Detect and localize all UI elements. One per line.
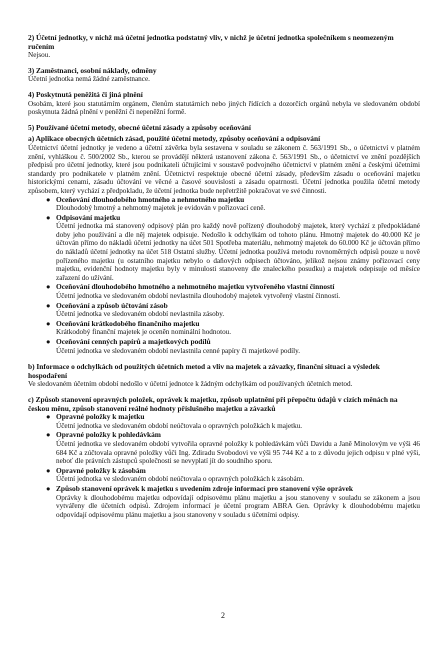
list-item bbox=[46, 430, 420, 466]
section-5c-list bbox=[28, 413, 420, 519]
bullet-icon: ● bbox=[46, 483, 51, 493]
list-item-title: Oceňování krátkodobého finančního majetku bbox=[56, 318, 200, 328]
list-item bbox=[46, 194, 420, 213]
section-5b-text: Ve sledovaném účetním období nedošlo v účetní jednotce k žádným odchylkám od používaných účetních metod. bbox=[28, 380, 353, 389]
list-item bbox=[46, 282, 420, 301]
list-item bbox=[46, 337, 420, 355]
section-5b-heading: b) Informace o odchylkách od použitých účetních metod a vliv na majetek a závazky, finanční situaci a výsledek hospodaření bbox=[28, 362, 380, 380]
list-item-text: Účetní jednotka ve sledovaném období nevlastnila dlouhodobý majetek vytvořený vlastní činností. bbox=[56, 292, 341, 301]
bullet-icon: ● bbox=[46, 412, 51, 422]
list-item bbox=[46, 300, 420, 319]
section-5a-heading: a) Aplikace obecných účetních zásad, použité účetní metody, způsoby oceňování a odpisování bbox=[28, 134, 321, 144]
list-item bbox=[46, 483, 420, 519]
list-item-title: Oceňování dlouhodobého hmotného a nehmotného majetku bbox=[56, 194, 245, 204]
document-page bbox=[28, 34, 420, 520]
list-item-title: Opravné položky k zásobám bbox=[56, 465, 146, 475]
bullet-icon: ● bbox=[46, 318, 51, 328]
bullet-icon: ● bbox=[46, 337, 51, 346]
section-5c-heading: c) Způsob stanovení opravných položek, oprávek k majetku, způsob uplatnění při přepočtu údajů v cizích měnách na českou měnu, způsob stanovení reálné hodnoty příslušného majetku a závazků bbox=[28, 394, 398, 413]
bullet-icon: ● bbox=[46, 430, 51, 440]
page-number: 2 bbox=[221, 611, 225, 620]
list-item-title: Oceňování a způsob účtování zásob bbox=[56, 300, 168, 310]
list-item-text: Dlouhodobý hmotný a nehmotný majetek je evidován v pořizovací ceně. bbox=[56, 204, 266, 213]
list-item-text: Účetní jednotka ve sledovaném období nevlastnila zásoby. bbox=[56, 310, 225, 319]
list-item-title: Opravné položky k majetku bbox=[56, 412, 145, 422]
list-item-text: Účetní jednotka ve sledovaném období vytvořila opravné položky k pohledávkám vůči Davidu a Janě Minolovým ve výši 46 684 Kč a zúčtovala opravné položky vůči Ing. Zdiradu Svobodovi ve výši 95 744 Kč a to z důvodu jejich odpisu v plné výši, neboť dle právních zástupců společnosti se nevyplatí jít do soudního sporu. bbox=[56, 439, 420, 466]
list-item-text: Účetní jednotka ve sledovaném období neúčtovala o opravných položkách k zásobám. bbox=[56, 475, 305, 484]
bullet-icon: ● bbox=[46, 465, 51, 475]
bullet-icon: ● bbox=[46, 282, 51, 292]
list-item-text: Účetní jednotka ve sledovaném období nevlastnila cenné papíry či majetkové podíly. bbox=[56, 346, 301, 355]
list-item-text: Oprávky k dlouhodobému majetku odpovídají odpisovému plánu majetku a jsou stanoveny v souladu se zákonem a jsou vytvářeny dle účetních odpisů. Zdrojem informací je účetní program ABRA Gen. Oprávky k dlouhodobému majetku odpovídají odpisovému plánu majetku a jsou stanoveny v souladu s účetními odpisy. bbox=[56, 493, 420, 519]
section-5a-list bbox=[28, 196, 420, 356]
list-item bbox=[46, 212, 420, 283]
section-4-text: Osobám, které jsou statutárním orgánem, členům statutárních nebo jiných řídících a dozorčích orgánů nebyla ve sledovaném období poskytnuta žádná plnění v peněžní či nepeněžní formě. bbox=[28, 99, 420, 117]
section-3-heading: 3) Zaměstnanci, osobní náklady, odměny bbox=[28, 65, 157, 75]
list-item-title: Odpisování majetku bbox=[56, 212, 121, 222]
list-item-title: Oceňování dlouhodobého hmotného a nehmotného majetku vytvořeného vlastní činností bbox=[56, 282, 335, 292]
list-item bbox=[46, 465, 420, 484]
section-4-heading: 4) Poskytnutá peněžitá či jiná plnění bbox=[28, 89, 143, 99]
list-item-title: Opravné položky k pohledávkám bbox=[56, 430, 161, 440]
list-item-text: Krátkodobý finanční majetek je oceněn nominální hodnotou. bbox=[56, 328, 232, 337]
list-item bbox=[46, 318, 420, 337]
list-item-text: Účetní jednotka ve sledovaném období neúčtovala o opravných položkách k majetku. bbox=[56, 421, 303, 430]
list-item-title: Způsob stanovení oprávek k majetku s uvedením zdroje informací pro stanovení výše oprávek bbox=[56, 483, 354, 493]
section-2-text: Nejsou. bbox=[28, 51, 51, 60]
section-3-text: Účetní jednotka nemá žádné zaměstnance. bbox=[28, 75, 150, 84]
list-item-text: Účetní jednotka má stanovený odpisový plán pro každý nově pořízený dlouhodobý majetek, který vychází z předpokládané doby jeho používání a dle něj majetek odpisuje. Nedošlo k odchylkám od tohoto plánu. Hmotný majetek do 40.000 Kč je účtován přímo do nákladů účetní jednotky na účet 501 Spotřeba materiálu, nehmotný majetek do 60.000 Kč je účtován přímo do nákladů účetní jednotky na účet 518 Ostatní služby. Účetní jednotka používá metodu rovnoměrných odpisů pouze u nově pořízeného majetku (u ostatního majetku nebylo o daňových odpisech účtováno, jelikož nejsou známy pořizovací ceny majetku, evidenční hodnoty majetku byly v minulosti stanoveny dle znaleckého posudku) a majetek odepisuje od měsíce zařazení do užívání. bbox=[56, 222, 420, 282]
section-5a-text: Účetnictví účetní jednotky je vedeno a účetní závěrka byla sestavena v souladu se zákonem č. 563/1991 Sb., o účetnictví v platném znění, vyhláškou č. 500/2002 Sb., kterou se provádějí některá ustanovení zákona č. 563/1991 Sb., o účetnictví ve znění pozdějších předpisů pro účetní jednotky, které jsou podnikateli účtujícími v soustavě podvojného účetnictví v platném znění a českými účetními standardy pro podnikatele v platném znění. Účetnictví respektuje obecné účetní zásady, především zásadu o oceňování majetku historickými cenami, zásadu účtování ve věcné a časové souvislosti a zásadu opatrnosti. Účetní jednotka použila účetní metody způsobem, který vychází z předpokladu, že účetní jednotka bude nepřetržitě pokračovat ve své činnosti. bbox=[28, 143, 420, 195]
section-5-heading: 5) Používané účetní metody, obecné účetní zásady a způsoby oceňování bbox=[28, 122, 251, 132]
section-2-heading: 2) Účetní jednotky, v nichž má účetní jednotka podstatný vliv, v nichž je účetní jednotka společníkem s neomezeným ručením bbox=[28, 33, 394, 51]
list-item bbox=[46, 412, 420, 430]
bullet-icon: ● bbox=[46, 212, 51, 222]
bullet-icon: ● bbox=[46, 300, 51, 310]
bullet-icon: ● bbox=[46, 194, 51, 204]
list-item-title: Oceňování cenných papírů a majetkových podílů bbox=[56, 337, 211, 346]
